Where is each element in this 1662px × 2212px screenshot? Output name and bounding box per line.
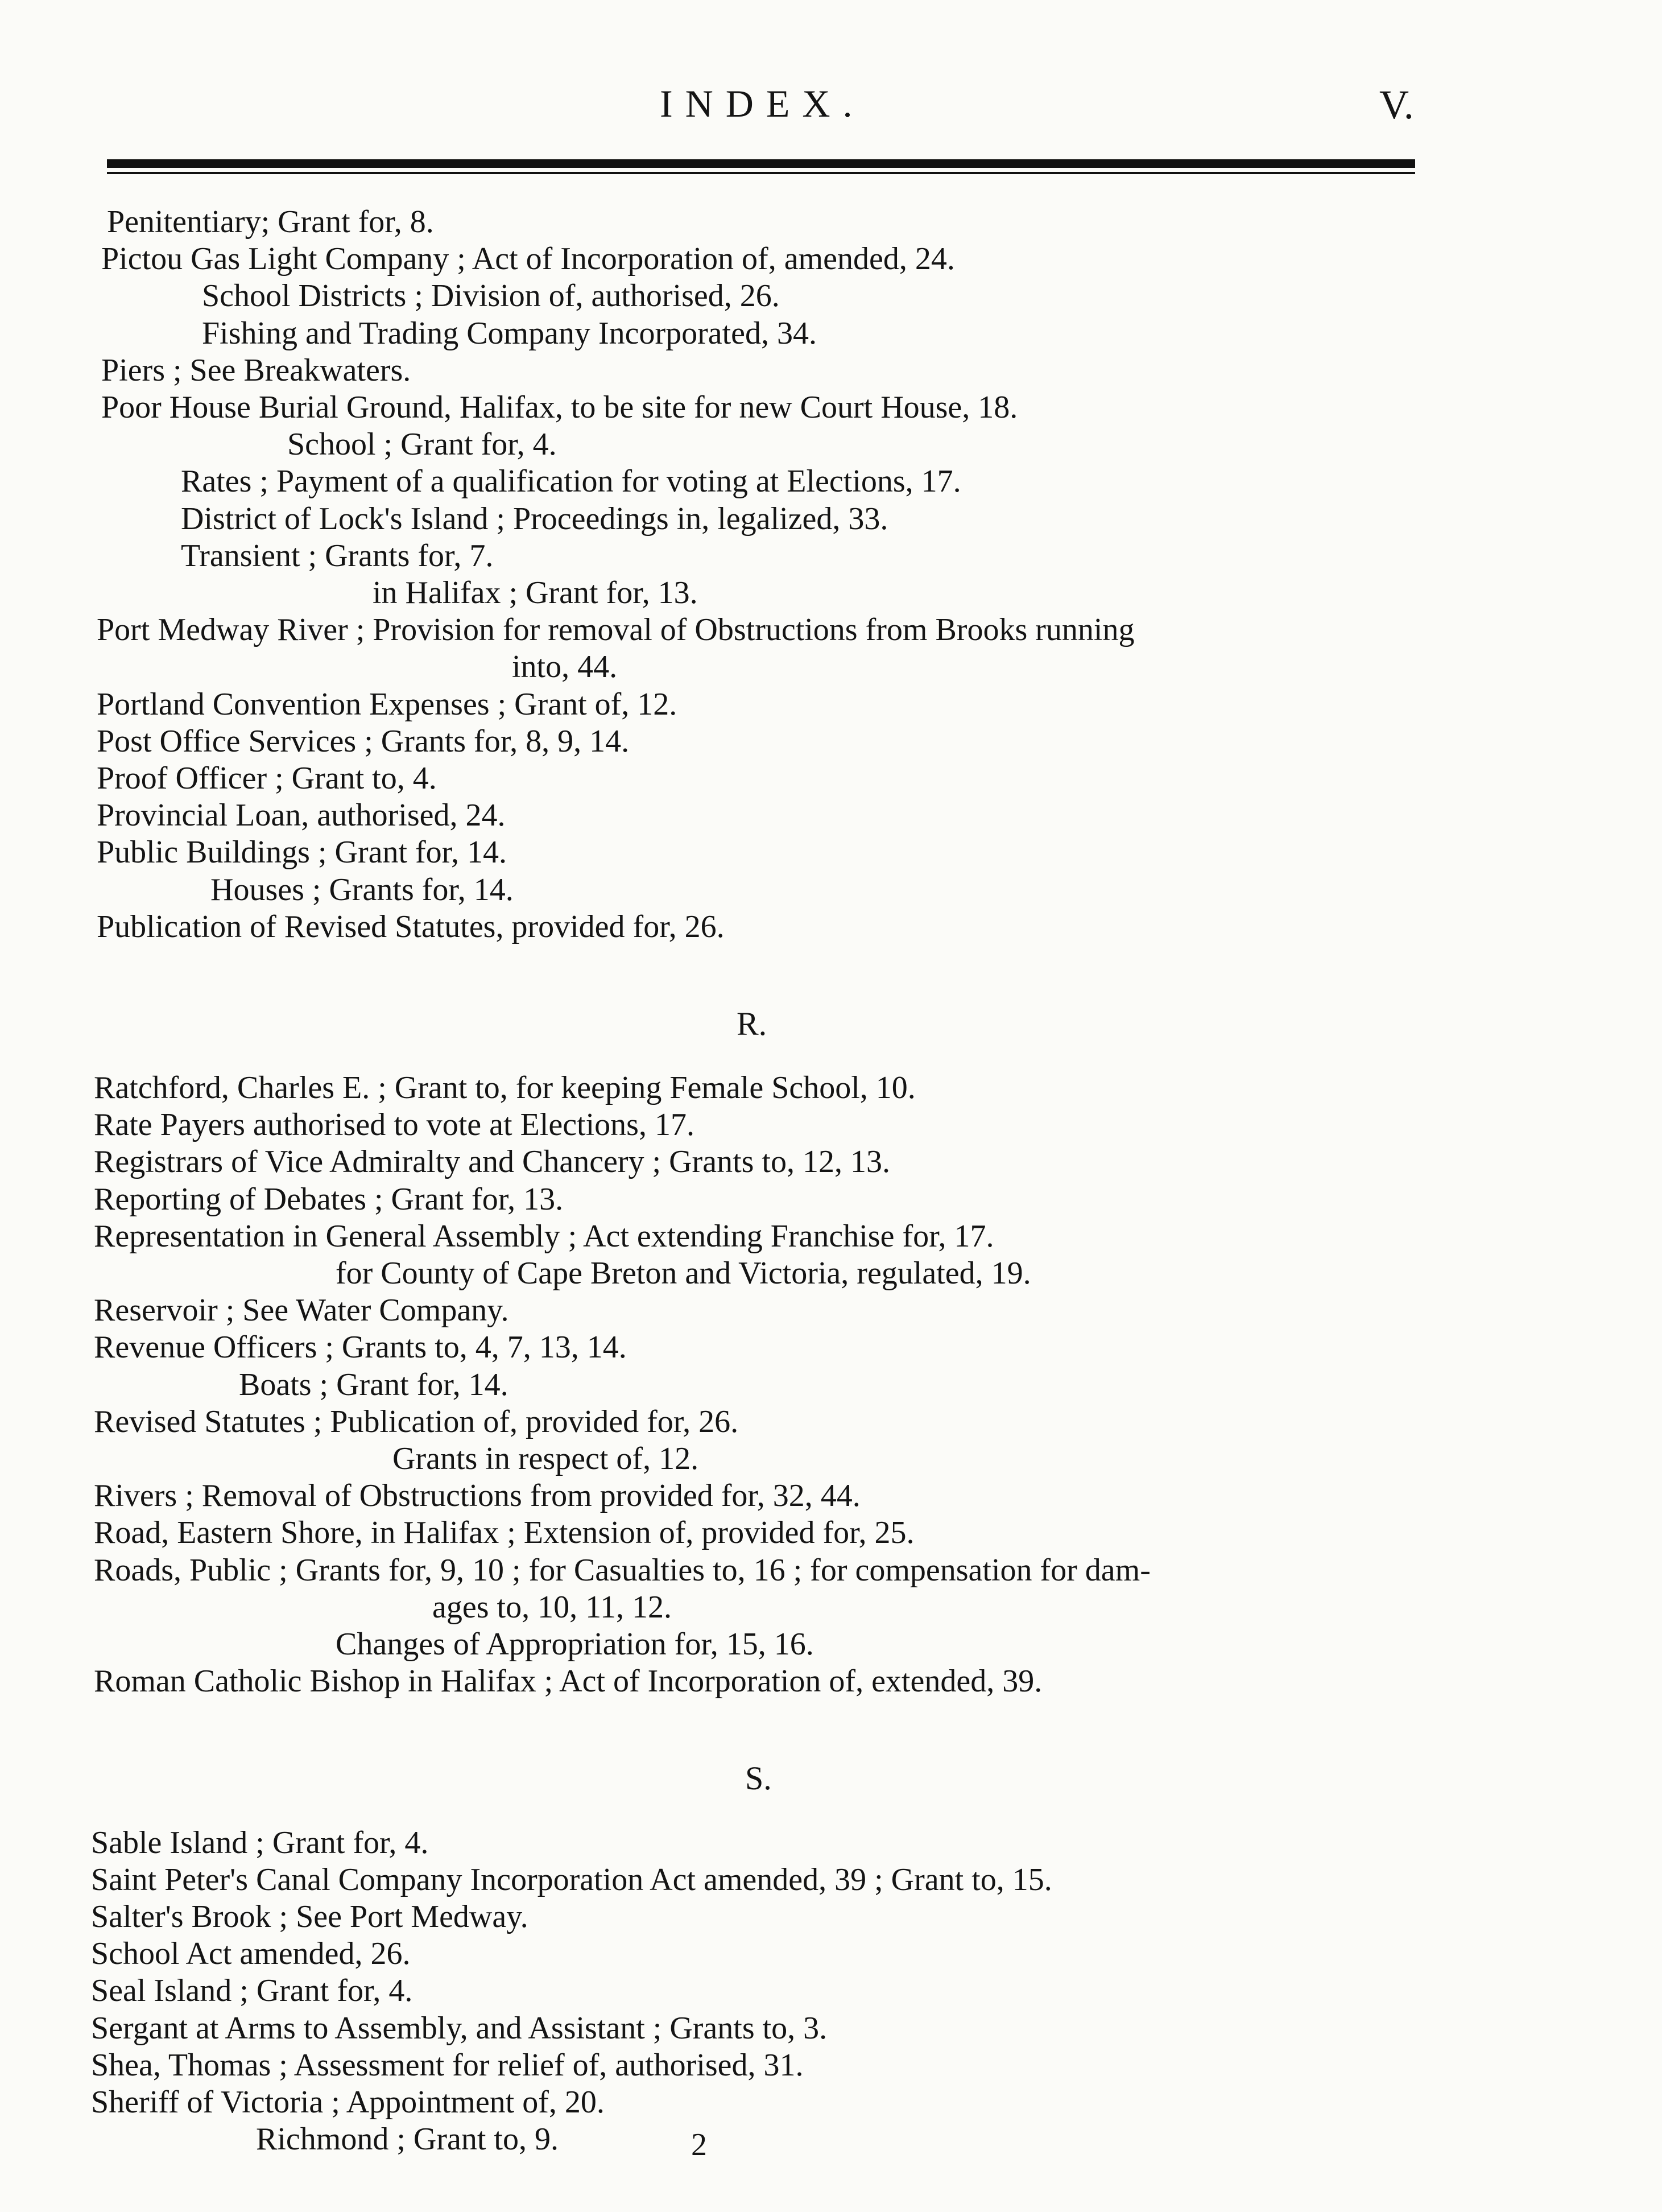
index-entry-continuation: into, 44. — [512, 649, 618, 684]
entry-head: Piers ; See Breakwaters. — [101, 353, 411, 388]
index-entry: Salter's Brook ; See Port Medway. — [91, 1899, 528, 1934]
header-rule-thin — [107, 172, 1415, 174]
index-entry: Pictou Gas Light Company ; Act of Incorporation of, amended, 24. — [101, 241, 955, 276]
index-entry: Revenue Officers ; Grants to, 4, 7, 13, 14. — [94, 1330, 627, 1365]
header-rule-thick — [107, 159, 1415, 168]
running-title: INDEX. — [660, 82, 865, 125]
index-entry: Poor House Burial Ground, Halifax, to be site for new Court House, 18. — [101, 390, 1018, 425]
index-entry: Rivers ; Removal of Obstructions from provided for, 32, 44. — [94, 1478, 861, 1513]
index-entry: Proof Officer ; Grant to, 4. — [97, 761, 437, 796]
index-entry: Revised Statutes ; Publication of, provided for, 26. — [94, 1404, 739, 1439]
index-entry: Ratchford, Charles E. ; Grant to, for keeping Female School, 10. — [94, 1070, 916, 1105]
index-entry: Port Medway River ; Provision for removal of Obstructions from Brooks running — [97, 612, 1135, 647]
index-subentry: Houses ; Grants for, 14. — [210, 872, 514, 907]
index-subentry: Rates ; Payment of a qualification for voting at Elections, 17. — [181, 464, 961, 499]
index-subentry: for County of Cape Breton and Victoria, regulated, 19. — [336, 1256, 1031, 1291]
index-entry: Shea, Thomas ; Assessment for relief of, authorised, 31. — [91, 2048, 804, 2083]
index-entry: School Act amended, 26. — [91, 1936, 411, 1971]
index-subentry: Changes of Appropriation for, 15, 16. — [336, 1627, 814, 1662]
index-entry: Representation in General Assembly ; Act extending Franchise for, 17. — [94, 1219, 994, 1254]
index-entry: Portland Convention Expenses ; Grant of, 12. — [97, 687, 677, 722]
index-entry: Road, Eastern Shore, in Halifax ; Extension of, provided for, 25. — [94, 1515, 915, 1550]
index-subentry: School ; Grant for, 4. — [287, 427, 557, 462]
index-subentry: District of Lock's Island ; Proceedings in, legalized, 33. — [181, 501, 888, 537]
index-subentry: School Districts ; Division of, authorised, 26. — [202, 278, 780, 313]
index-entry: Roman Catholic Bishop in Halifax ; Act of Incorporation of, extended, 39. — [94, 1664, 1043, 1699]
index-entry: Publication of Revised Statutes, provided for, 26. — [97, 909, 725, 944]
index-entry: Post Office Services ; Grants for, 8, 9, 14. — [97, 724, 630, 759]
index-entry: Roads, Public ; Grants for, 9, 10 ; for Casualties to, 16 ; for compensation for dam- — [94, 1553, 1151, 1588]
index-entry: Provincial Loan, authorised, 24. — [97, 798, 506, 833]
index-subentry: Transient ; Grants for, 7. — [181, 538, 494, 573]
index-subentry: Fishing and Trading Company Incorporated, 34. — [202, 316, 817, 351]
index-entry-continuation: ages to, 10, 11, 12. — [432, 1590, 672, 1625]
index-entry: Public Buildings ; Grant for, 14. — [97, 835, 507, 870]
index-entry: Registrars of Vice Admiralty and Chancery ; Grants to, 12, 13. — [94, 1144, 890, 1179]
section-heading-s: S. — [745, 1760, 772, 1797]
section-heading-r: R. — [737, 1005, 767, 1042]
index-subentry: in Halifax ; Grant for, 13. — [373, 575, 698, 610]
signature-mark: 2 — [691, 2127, 707, 2163]
index-entry: Saint Peter's Canal Company Incorporation Act amended, 39 ; Grant to, 15. — [91, 1862, 1052, 1897]
index-entry: Sergant at Arms to Assembly, and Assistant ; Grants to, 3. — [91, 2011, 828, 2046]
index-entry: Sheriff of Victoria ; Appointment of, 20. — [91, 2085, 605, 2120]
index-entry: Reporting of Debates ; Grant for, 13. — [94, 1182, 564, 1217]
index-entry: Seal Island ; Grant for, 4. — [91, 1973, 413, 2008]
page-number: V. — [1379, 82, 1414, 127]
index-entry: Sable Island ; Grant for, 4. — [91, 1825, 429, 1860]
index-entry — [101, 352, 411, 389]
index-subentry: Richmond ; Grant to, 9. — [256, 2122, 559, 2157]
index-entry: Rate Payers authorised to vote at Elections, 17. — [94, 1107, 694, 1142]
index-subentry: Boats ; Grant for, 14. — [239, 1367, 508, 1402]
index-entry: Reservoir ; See Water Company. — [94, 1293, 509, 1328]
index-entry: Penitentiary; Grant for, 8. — [107, 204, 434, 240]
index-subentry: Grants in respect of, 12. — [392, 1441, 699, 1476]
